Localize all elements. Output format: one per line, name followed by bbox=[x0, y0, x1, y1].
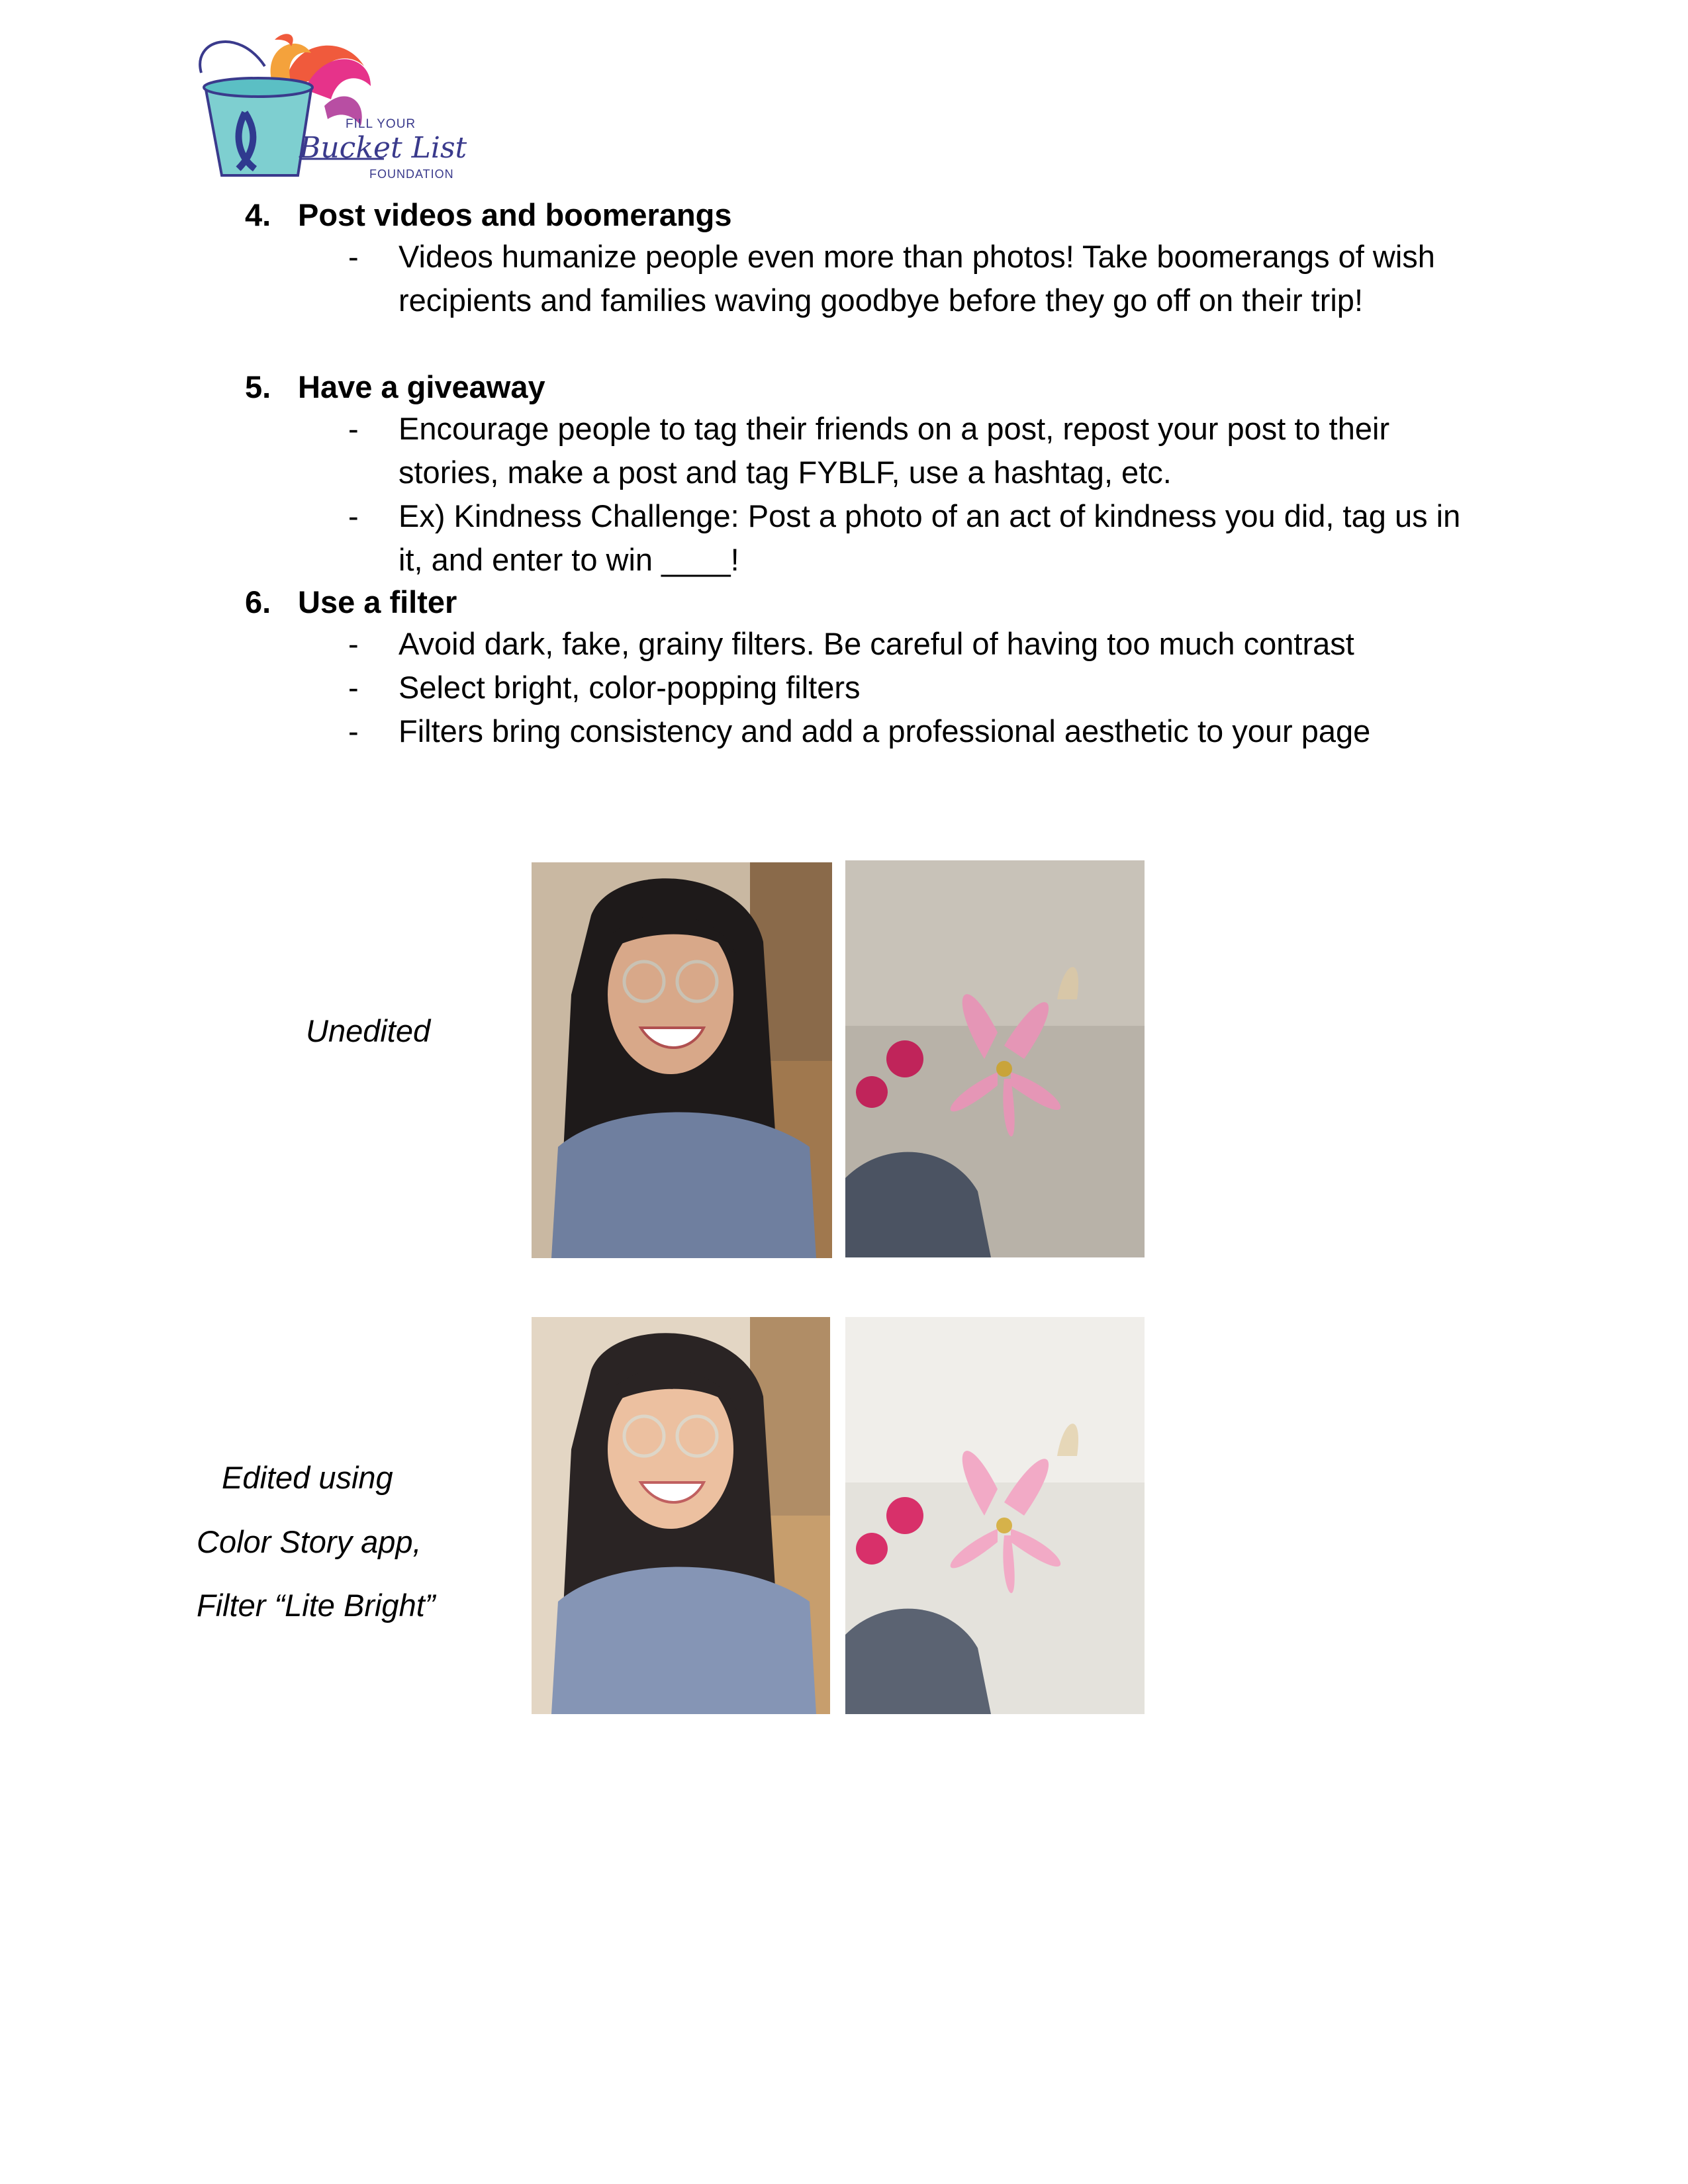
bullet-mark: - bbox=[348, 411, 359, 446]
section-title: Use a filter bbox=[298, 584, 457, 619]
bullet-text: Encourage people to tag their friends on a post, repost your post to their stories, make a post and tag FYBLF, use a hashtag, etc. bbox=[399, 411, 1390, 490]
logo-line-foundation: FOUNDATION bbox=[369, 167, 454, 181]
bullet-text: Select bright, color-popping filters bbox=[399, 670, 861, 705]
logo-line-fill-your: FILL YOUR bbox=[346, 117, 416, 131]
section-title: Post videos and boomerangs bbox=[298, 197, 732, 232]
bullet-mark: - bbox=[348, 670, 359, 705]
bullet-text: Ex) Kindness Challenge: Post a photo of an act of kindness you did, tag us in it, and enter to win ____! bbox=[399, 498, 1461, 577]
edited-label-line-1: Edited using bbox=[222, 1460, 393, 1495]
bullet-mark: - bbox=[348, 498, 359, 533]
bullet-mark: - bbox=[348, 239, 359, 274]
bullet-text: Avoid dark, fake, grainy filters. Be careful of having too much contrast bbox=[399, 626, 1354, 661]
edited-lily-photo bbox=[845, 1317, 1145, 1714]
section-title: Have a giveaway bbox=[298, 369, 545, 404]
bullet-mark: - bbox=[348, 626, 359, 661]
bullet-mark: - bbox=[348, 713, 359, 749]
section-number: 5. bbox=[245, 369, 271, 404]
unedited-portrait-photo bbox=[532, 862, 832, 1258]
edited-label-line-2: Color Story app, bbox=[197, 1524, 422, 1559]
edited-label-line-3: Filter “Lite Bright” bbox=[197, 1588, 436, 1623]
section-number: 4. bbox=[245, 197, 271, 232]
unedited-lily-photo bbox=[845, 860, 1145, 1257]
edited-portrait-photo bbox=[532, 1317, 830, 1714]
bullet-text: Videos humanize people even more than photos! Take boomerangs of wish recipients and families waving goodbye before they go off on their trip! bbox=[399, 239, 1435, 318]
logo-line-bucket-list: Bucket List bbox=[299, 131, 467, 165]
unedited-label: Unedited bbox=[306, 1013, 431, 1048]
section-number: 6. bbox=[245, 584, 271, 619]
foundation-logo bbox=[192, 26, 490, 185]
bullet-text: Filters bring consistency and add a professional aesthetic to your page bbox=[399, 713, 1371, 749]
